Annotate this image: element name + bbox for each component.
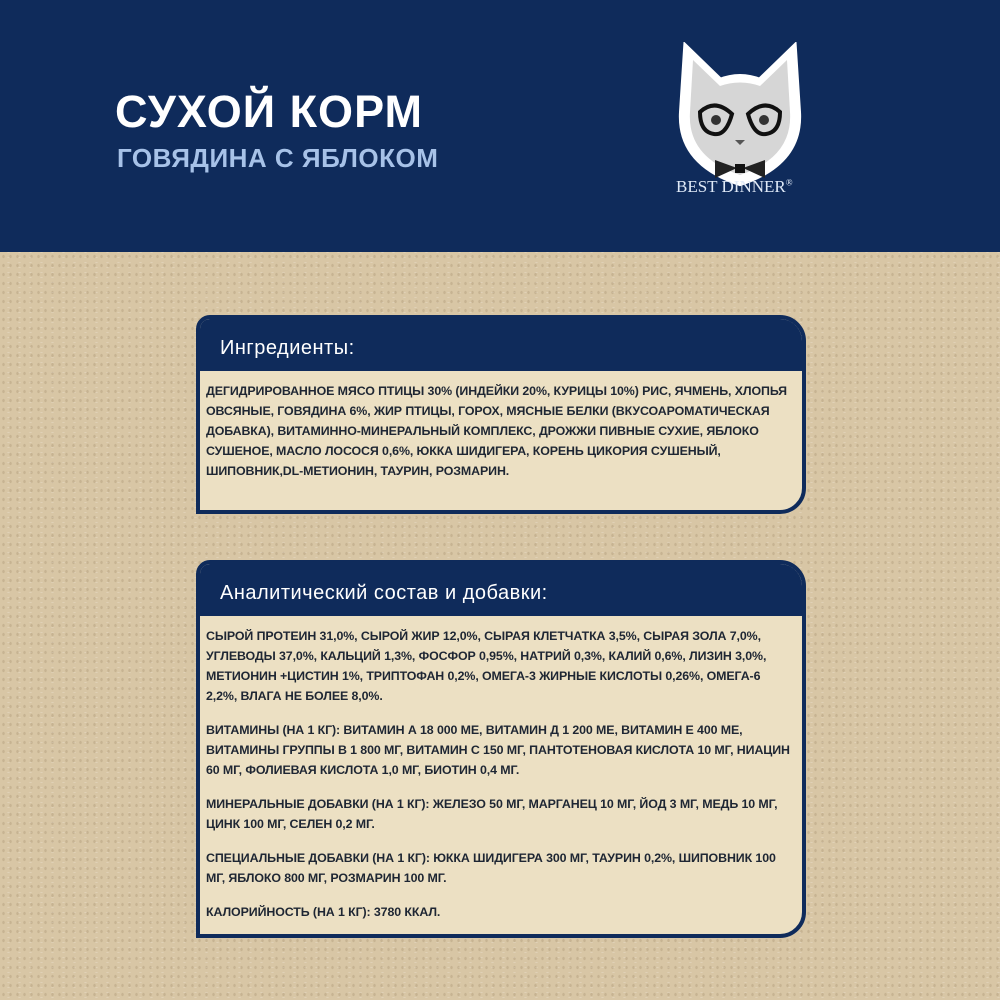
header-banner bbox=[0, 0, 1000, 252]
analysis-minerals: МИНЕРАЛЬНЫЕ ДОБАВКИ (НА 1 КГ): ЖЕЛЕЗО 50 МГ, МАРГАНЕЦ 10 МГ, ЙОД 3 МГ, МЕДЬ 10 МГ, ЦИНК 100 МГ, СЕЛЕН 0,2 МГ. bbox=[206, 797, 778, 831]
brand-name: BEST DINNER® bbox=[676, 177, 793, 196]
analysis-special-additives: СПЕЦИАЛЬНЫЕ ДОБАВКИ (НА 1 КГ): ЮККА ШИДИГЕРА 300 МГ, ТАУРИН 0,2%, ШИПОВНИК 100 МГ, ЯБЛОКО 800 МГ, РОЗМАРИН 100 МГ. bbox=[206, 851, 776, 885]
analysis-heading: Аналитический состав и добавки: bbox=[200, 564, 802, 616]
ingredients-heading: Ингредиенты: bbox=[200, 319, 802, 371]
ingredients-panel bbox=[196, 315, 806, 514]
analysis-panel bbox=[196, 560, 806, 938]
product-subtitle: ГОВЯДИНА С ЯБЛОКОМ bbox=[117, 143, 439, 173]
ingredients-text: ДЕГИДРИРОВАННОЕ МЯСО ПТИЦЫ 30% (ИНДЕЙКИ 20%, КУРИЦЫ 10%) РИС, ЯЧМЕНЬ, ХЛОПЬЯ ОВСЯНЫЕ, ГОВЯДИНА 6%, ЖИР ПТИЦЫ, ГОРОХ, МЯСНЫЕ БЕЛКИ (ВКУСОАРОМАТИЧЕСКАЯ ДОБАВКА), ВИТАМИННО-МИНЕРАЛЬНЫЙ КОМПЛЕКС, ДРОЖЖИ ПИВНЫЕ СУХИЕ, ЯБЛОКО СУШЕНОЕ, МАСЛО ЛОСОСЯ 0,6%, ЮККА ШИДИГЕРА, КОРЕНЬ ЦИКОРИЯ СУШЕНЫЙ, ШИПОВНИК,DL-МЕТИОНИН, ТАУРИН, РОЗМАРИН. bbox=[206, 384, 787, 478]
analysis-calories: КАЛОРИЙНОСТЬ (НА 1 КГ): 3780 ККАЛ. bbox=[206, 905, 441, 919]
analysis-vitamins: ВИТАМИНЫ (НА 1 КГ): ВИТАМИН А 18 000 МЕ, ВИТАМИН Д 1 200 МЕ, ВИТАМИН Е 400 МЕ, ВИТАМИНЫ ГРУППЫ В 1 800 МГ, ВИТАМИН С 150 МГ, ПАНТОТЕНОВАЯ КИСЛОТА 10 МГ, НИАЦИН 60 МГ, ФОЛИЕВАЯ КИСЛОТА 1,0 МГ, БИОТИН 0,4 МГ. bbox=[206, 723, 790, 777]
product-title: СУХОЙ КОРМ bbox=[115, 86, 423, 137]
analysis-composition: СЫРОЙ ПРОТЕИН 31,0%, СЫРОЙ ЖИР 12,0%, СЫРАЯ КЛЕТЧАТКА 3,5%, СЫРАЯ ЗОЛА 7,0%, УГЛЕВОДЫ 37,0%, КАЛЬЦИЙ 1,3%, ФОСФОР 0,95%, НАТРИЙ 0,3%, КАЛИЙ 0,6%, ЛИЗИН 3,0%, МЕТИОНИН +ЦИСТИН 1%, ТРИПТОФАН 0,2%, ОМЕГА-3 ЖИРНЫЕ КИСЛОТЫ 0,26%, ОМЕГА-6 2,2%, ВЛАГА НЕ БОЛЕЕ 8,0%. bbox=[206, 629, 767, 703]
